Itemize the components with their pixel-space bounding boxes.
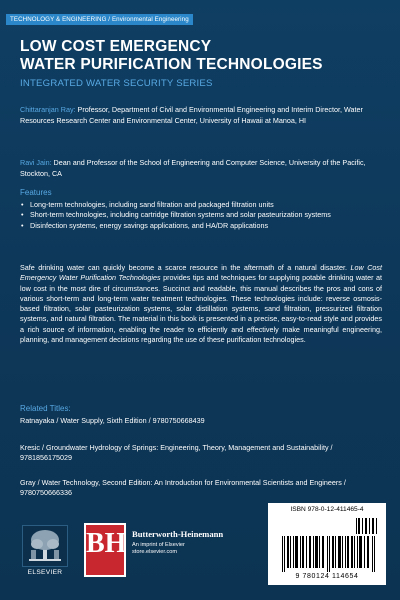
- publisher-imprint: An imprint of Elsevier: [132, 542, 185, 548]
- description-text: provides tips and techniques for supplying potable drinking water at low cost in the most dire of circumstances. Succinct and readable, this manual describes the pros and cons of various short-term and long-term water treatment technologies. These technologies include: reverse osmosis-based filtration, solar pasteurization systems, solar distillation systems, sand filtration, pressurized filtration systems, and natural filtration. The material in this book is presented in a precise, easy-to-read style and provides a rich source of information, enabling the reader to efficiently and effectively make meaningful engineering, planning, and management decisions regarding the use of these purification technologies.: [20, 273, 383, 345]
- related-title: Ratnayaka / Water Supply, Sixth Edition / 9780750668439: [20, 416, 205, 425]
- publisher-name: Butterworth-Heinemann: [132, 529, 224, 539]
- author-name: Ravi Jain:: [20, 158, 52, 167]
- publisher-website: store.elsevier.com: [132, 549, 178, 555]
- category-tag: TECHNOLOGY & ENGINEERING / Environmental Engineering: [6, 14, 193, 25]
- features-heading: Features: [20, 188, 52, 197]
- bh-logo-letters: BH: [86, 528, 127, 559]
- description-book-title: Low Cost Emergency Water Purification Technologies: [20, 263, 382, 283]
- author-name: Chittaranjan Ray:: [20, 105, 76, 114]
- feature-item: • Short-term technologies, including cartridge filtration systems and solar pasteurization systems: [20, 210, 382, 220]
- related-title: Gray / Water Technology, Second Edition: An Introduction for Environmental Scientists and Engineers / 9780750666336: [20, 478, 346, 498]
- features-list: [20, 200, 382, 231]
- title-line-1: LOW COST EMERGENCY: [20, 38, 212, 55]
- barcode-graphic: [282, 536, 376, 572]
- publisher-details: [132, 542, 185, 556]
- author-bio: [20, 158, 382, 179]
- butterworth-heinemann-logo: [84, 523, 126, 577]
- related-title: Kresic / Groundwater Hydrology of Springs: Engineering, Theory, Management and Sustainability / 9781856175029: [20, 443, 333, 463]
- isbn-barcode: [268, 503, 386, 585]
- elsevier-logo: [22, 525, 68, 577]
- author-description: Professor, Department of Civil and Environmental Engineering and Interim Director, Water Resources Research Center and Environmental Center, University of Hawaii at Manoa, HI: [20, 105, 363, 125]
- author-description: Dean and Professor of the School of Engineering and Computer Science, University of the Pacific, Stockton, CA: [20, 158, 366, 178]
- feature-item: • Disinfection systems, energy savings applications, and HA/DR applications: [20, 221, 382, 231]
- title-line-2: WATER PURIFICATION TECHNOLOGIES: [20, 56, 323, 73]
- series-name: INTEGRATED WATER SECURITY SERIES: [20, 78, 213, 89]
- barcode-digits: 9 780124 114654: [295, 573, 359, 580]
- isbn-label: ISBN 978-0-12-411465-4: [290, 506, 364, 513]
- book-title: [20, 38, 323, 74]
- elsevier-wordmark: ELSEVIER: [27, 569, 63, 576]
- related-titles-heading: Related Titles:: [20, 404, 71, 413]
- addon-barcode-graphic: [354, 516, 380, 536]
- feature-item: • Long-term technologies, including sand filtration and packaged filtration units: [20, 200, 382, 210]
- book-description: [20, 263, 382, 345]
- description-text: Safe drinking water can quickly become a scarce resource in the aftermath of a natural disaster.: [20, 263, 351, 272]
- elsevier-tree-icon: [22, 525, 68, 567]
- author-bio: [20, 105, 382, 126]
